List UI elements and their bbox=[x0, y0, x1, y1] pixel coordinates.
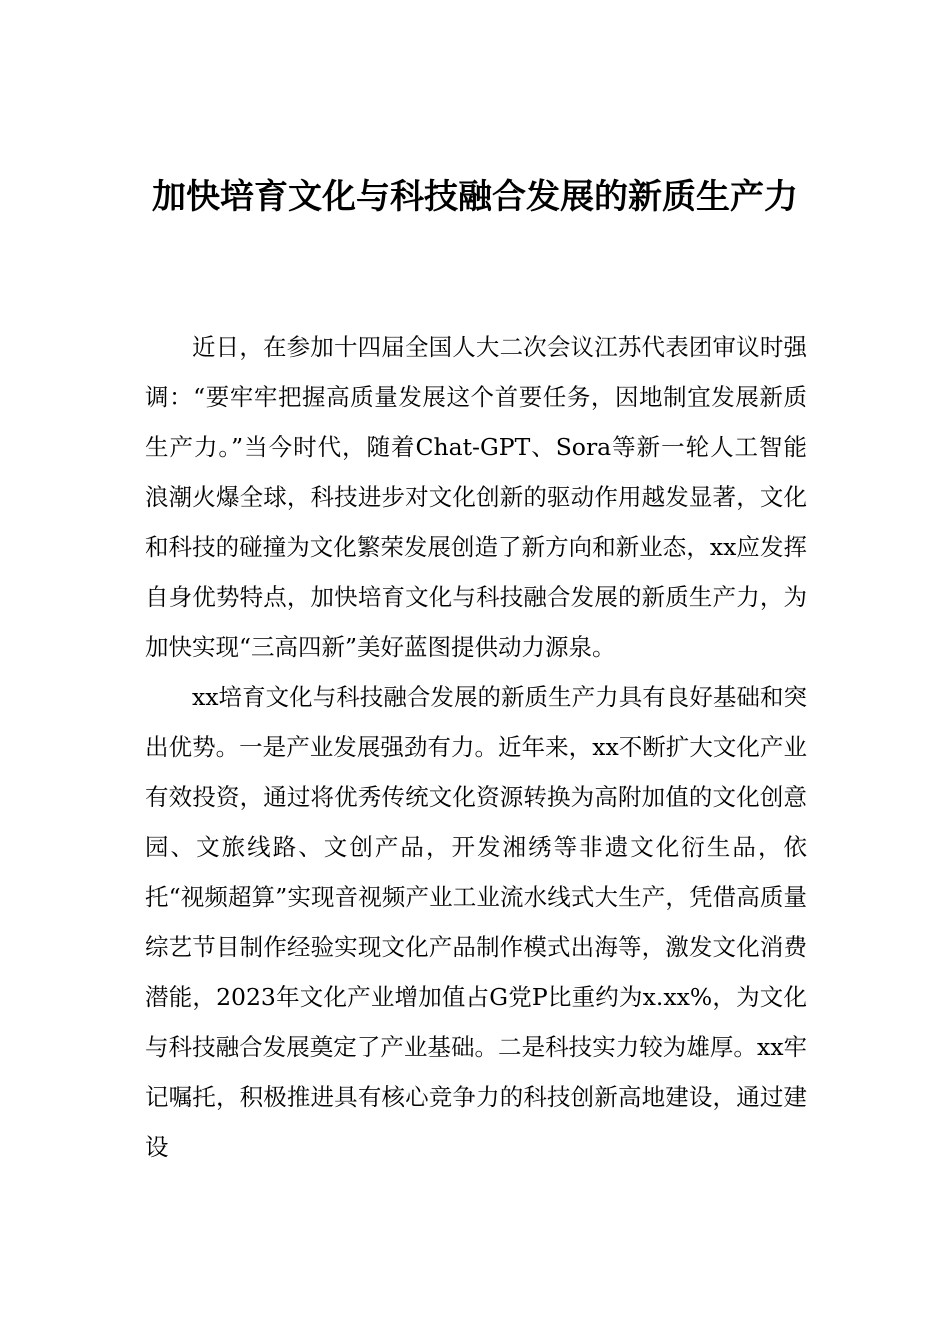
paragraph-intro: 近日，在参加十四届全国人大二次会议江苏代表团审议时强调：“要牢牢把握高质量发展这个首要任务，因地制宜发展新质生产力。”当今时代，随着Chat-GPT、Sora等新一轮人工智能浪潮火爆全球，科技进步对文化创新的驱动作用越发显著，文化和科技的碰撞为文化繁荣发展创造了新方向和新业态，xx应发挥自身优势特点，加快培育文化与科技融合发展的新质生产力，为加快实现“三高四新”美好蓝图提供动力源泉。 bbox=[145, 333, 807, 661]
paragraph-foundation: xx培育文化与科技融合发展的新质生产力具有良好基础和突出优势。一是产业发展强劲有力。近年来，xx不断扩大文化产业有效投资，通过将优秀传统文化资源转换为高附加值的文化创意园、文旅线路、文创产品，开发湘绣等非遗文化衍生品，依托“视频超算”实现音视频产业工业流水线式大生产，凭借高质量综艺节目制作经验实现文化产品制作模式出海等，激发文化消费潜能，2023年文化产业增加值占G党P比重约为x.xx%，为文化与科技融合发展奠定了产业基础。二是科技实力较为雄厚。xx牢记嘱托，积极推进具有核心竞争力的科技创新高地建设，通过建设 bbox=[145, 683, 807, 1161]
document-body bbox=[145, 322, 807, 1172]
document-title: 加快培育文化与科技融合发展的新质生产力 bbox=[152, 177, 798, 217]
